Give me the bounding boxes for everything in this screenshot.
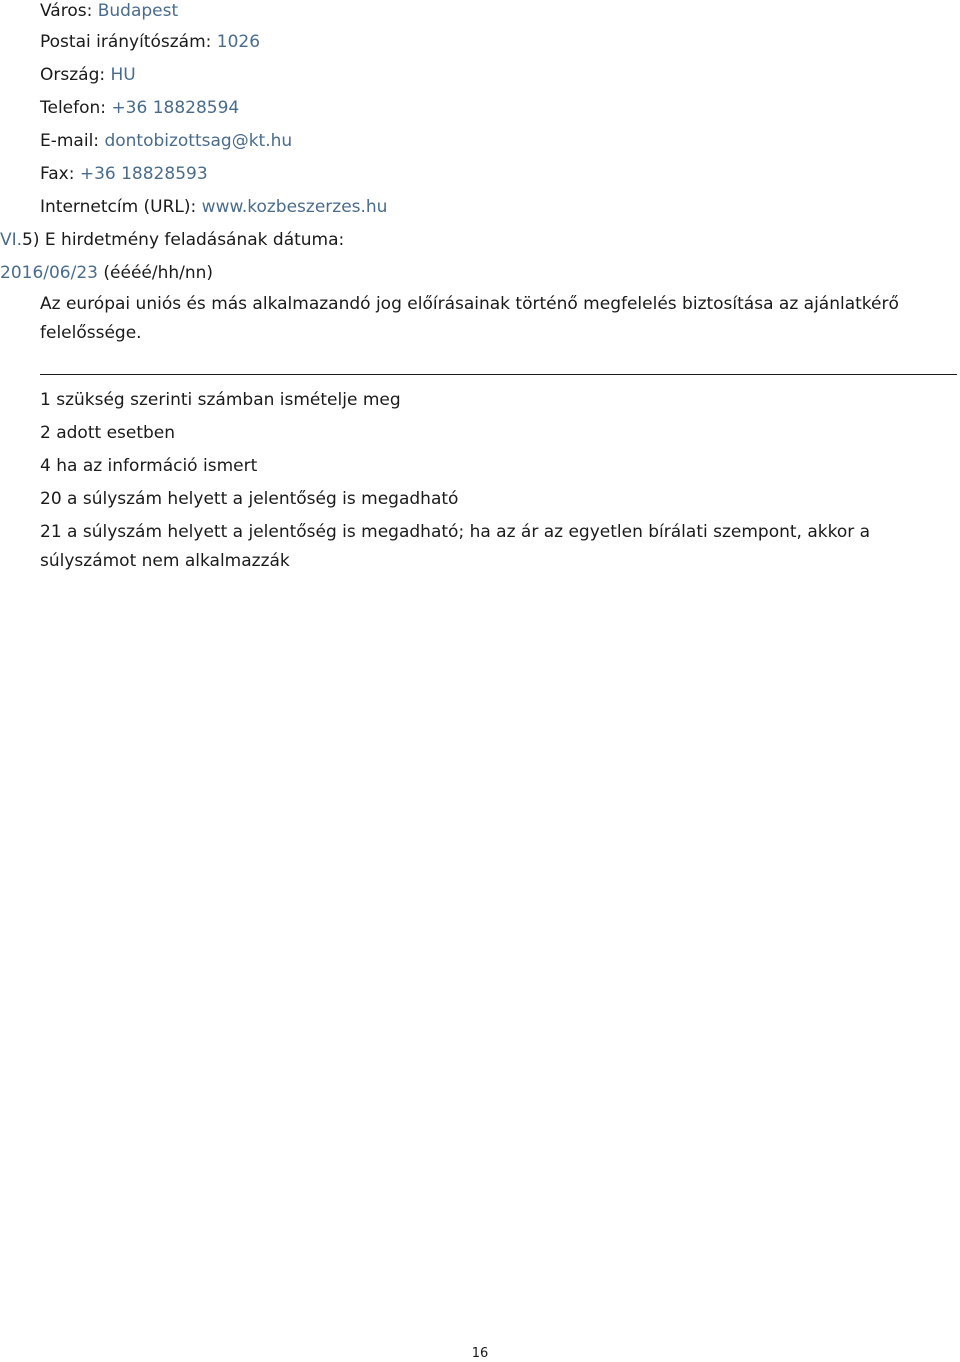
date-format: (éééé/hh/nn) <box>97 263 214 283</box>
city-line <box>40 0 178 22</box>
section-heading <box>0 229 344 251</box>
footnote-item: 1 szükség szerinti számban ismételje meg <box>40 390 401 410</box>
footnote-item: 20 a súlyszám helyett a jelentőség is megadható <box>40 489 459 509</box>
footnote-item: 21 a súlyszám helyett a jelentőség is megadható; ha az ár az egyetlen bírálati szempont, akkor a súlyszámot nem alkalmazzák <box>40 522 871 571</box>
date-value: 2016/06/23 <box>0 263 98 283</box>
url-line <box>40 196 387 218</box>
country-label: Ország: <box>40 65 111 85</box>
page-number: 16 <box>471 1346 489 1361</box>
date-line <box>0 262 213 284</box>
country-line <box>40 64 136 86</box>
footnote-item: 4 ha az információ ismert <box>40 456 258 476</box>
postal-code-value: 1026 <box>216 32 261 52</box>
email-link[interactable]: dontobizottsag@kt.hu <box>104 131 293 151</box>
email-line <box>40 130 292 152</box>
compliance-paragraph: Az európai uniós és más alkalmazandó jog előírásainak történő megfelelés biztosítása az ajánlatkérő felelőssége. <box>40 294 899 343</box>
url-link[interactable]: www.kozbeszerzes.hu <box>201 197 388 217</box>
postal-code-line <box>40 31 260 53</box>
city-label: Város: <box>40 1 98 21</box>
postal-code-label: Postai irányítószám: <box>40 32 217 52</box>
section-heading-text: 5) E hirdetmény feladásának dátuma: <box>22 230 345 250</box>
country-value: HU <box>110 65 136 85</box>
phone-label: Telefon: <box>40 98 112 118</box>
phone-line <box>40 97 239 119</box>
email-label: E-mail: <box>40 131 105 151</box>
fax-label: Fax: <box>40 164 80 184</box>
footnote-item: 2 adott esetben <box>40 423 176 443</box>
url-label: Internetcím (URL): <box>40 197 202 217</box>
fax-value: +36 18828593 <box>79 164 208 184</box>
footnote-divider <box>40 374 957 375</box>
phone-value: +36 18828594 <box>111 98 240 118</box>
fax-line <box>40 163 208 185</box>
city-value: Budapest <box>97 1 179 21</box>
section-prefix: VI. <box>0 230 23 250</box>
